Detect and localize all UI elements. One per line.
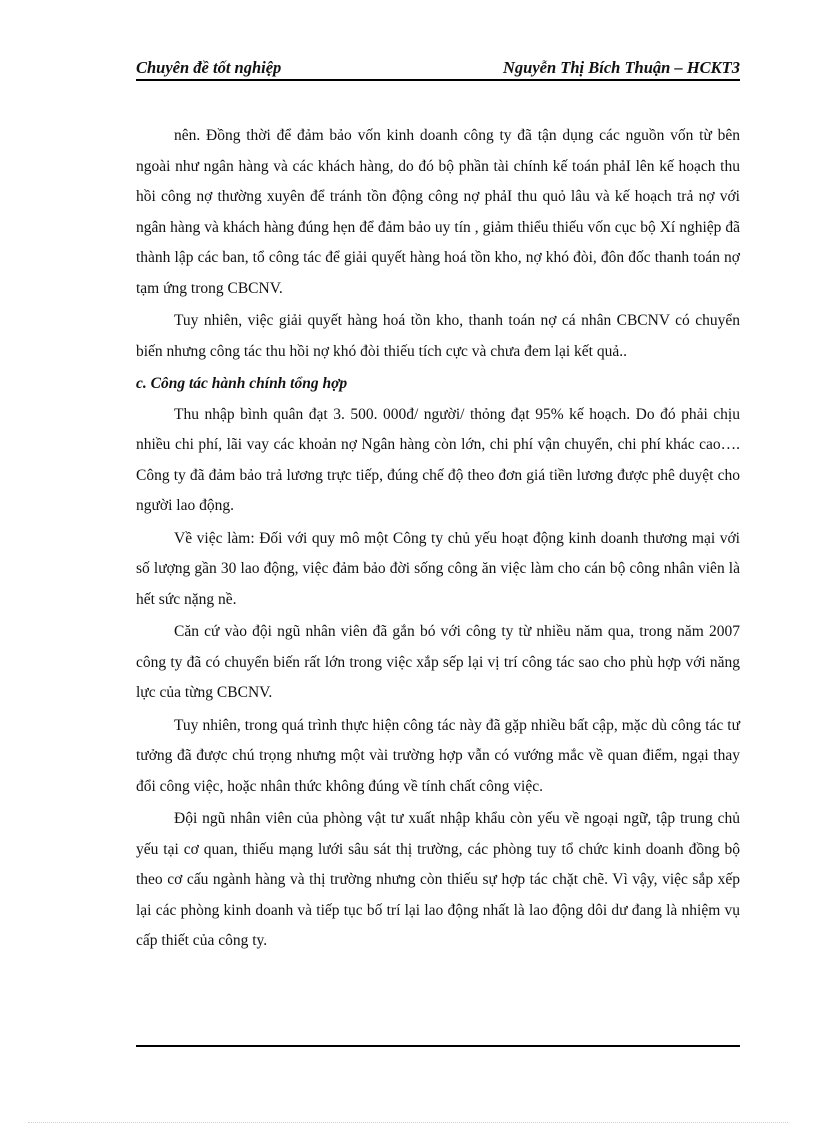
- header-rule: [136, 79, 740, 81]
- footer-rule: [136, 1045, 740, 1047]
- paragraph-3: Thu nhập bình quân đạt 3. 500. 000đ/ người/ thỏng đạt 95% kế hoạch. Do đó phải chịu nhiều chi phí, lãi vay các khoản nợ Ngân hàng còn lớn, chi phí vận chuyển, chi phí khác cao…. Công ty đã đảm bảo trả lương trực tiếp, đúng chế độ theo đơn giá tiền lương được phê duyệt cho người lao động.: [136, 405, 740, 514]
- document-body: [136, 121, 740, 959]
- paragraph-6: Tuy nhiên, trong quá trình thực hiện công tác này đã gặp nhiều bất cập, mặc dù công tác tư tưởng đã được chú trọng nhưng một vài trường hợp vẫn có vướng mắc về quan điểm, ngại thay đổi công việc, hoặc nhân thức không đúng về tính chất công việc.: [136, 716, 740, 795]
- paragraph-2: Tuy nhiên, việc giải quyết hàng hoá tồn kho, thanh toán nợ cá nhân CBCNV có chuyển biến nhưng công tác thu hồi nợ khó đòi thiếu tích cực và chưa đem lại kết quả..: [136, 312, 740, 360]
- page-header: [136, 58, 740, 80]
- paragraph-7: Đội ngũ nhân viên của phòng vật tư xuất nhập khẩu còn yếu về ngoại ngữ, tập trung chủ yếu tại cơ quan, thiếu mạng lưới sâu sát thị trường, các phòng tuy tổ chức kinh doanh đồng bộ theo cơ cấu ngành hàng và thị trường nhưng còn thiếu sự hợp tác chặt chẽ. Vì vậy, việc sắp xếp lại các phòng kinh doanh và tiếp tục bố trí lại lao động nhất là lao động dôi dư đang là nhiệm vụ cấp thiết của công ty.: [136, 810, 740, 949]
- header-author: Nguyễn Thị Bích Thuận – HCKT3: [502, 58, 740, 77]
- paragraph-5: Căn cứ vào đội ngũ nhân viên đã gắn bó với công ty từ nhiều năm qua, trong năm 2007 công ty đã có chuyển biến rất lớn trong việc xắp sếp lại vị trí công tác sao cho phù hợp với năng lực của từng CBCNV.: [136, 623, 740, 701]
- section-heading: c. Công tác hành chính tổng hợp: [136, 375, 348, 392]
- paragraph-1: nên. Đồng thời để đảm bảo vốn kinh doanh công ty đã tận dụng các nguồn vốn từ bên ngoài như ngân hàng và các khách hàng, do đó bộ phần tài chính kế toán phảI lên kế hoạch thu hồi công nợ thường xuyên để tránh tồn động công nợ phảI thu quỏ lâu và kế hoạch trả nợ với ngân hàng và khách hàng đúng hẹn để đảm bảo uy tín , giảm thiểu thiếu vốn cục bộ Xí nghiệp đã thành lập các ban, tổ công tác để giải quyết hàng hoá tồn kho, nợ khó đòi, đôn đốc thanh toán nợ tạm ứng trong CBCNV.: [136, 127, 740, 297]
- header-title: Chuyên đề tốt nghiệp: [136, 58, 282, 77]
- paragraph-4: Về việc làm: Đối với quy mô một Công ty chủ yếu hoạt động kinh doanh thương mại với số lượng gần 30 lao động, việc đảm bảo đời sống công ăn việc làm cho cán bộ công nhân viên là hết sức nặng nề.: [136, 529, 740, 608]
